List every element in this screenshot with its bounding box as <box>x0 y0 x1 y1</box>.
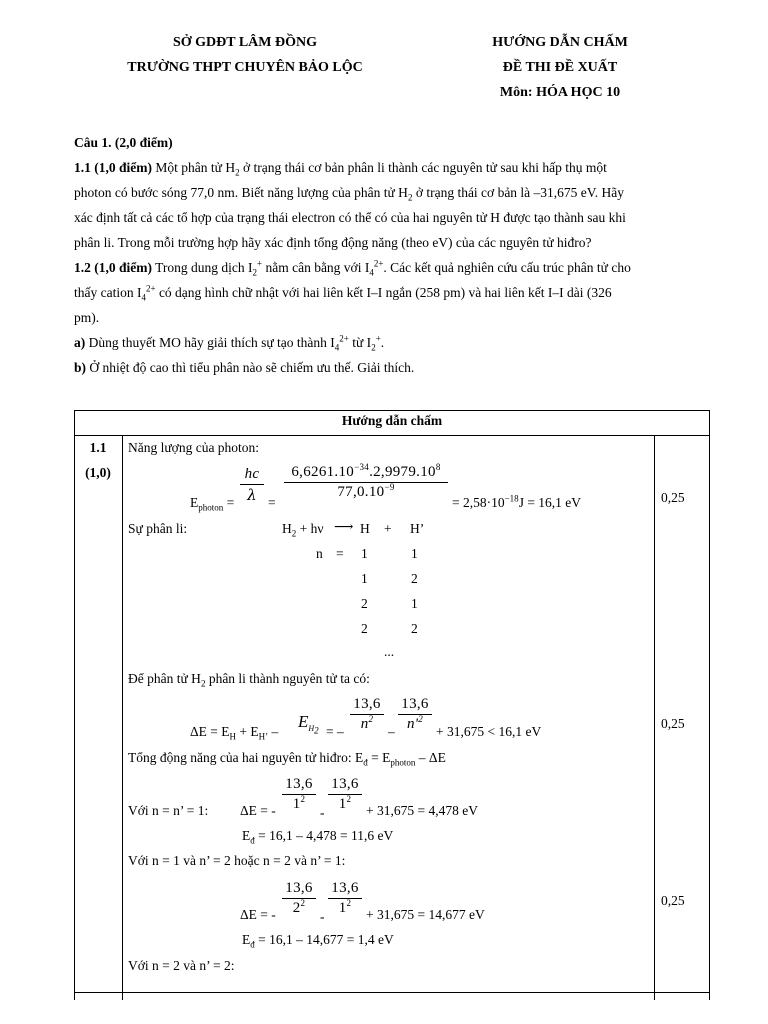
photon-title: Năng lượng của photon: <box>128 440 260 455</box>
qa-text: Dùng thuyết MO hãy giải thích sự tạo thành I <box>85 335 335 350</box>
equals: = <box>268 495 276 510</box>
row-label: 1.1 <box>89 440 107 455</box>
kinetic-line: Tổng động năng của hai nguyên tử hiđro: $E_đ = E_{photon} - \Delta E$ <box>128 750 446 768</box>
delta-e-expr: $\Delta E = E_H + E_{H’}$ – <box>190 724 279 742</box>
n-value: 1 <box>361 571 368 586</box>
minus-sign: – <box>388 724 395 739</box>
q12-label: 1.2 (1,0 điểm) <box>74 260 152 275</box>
case-3-label: Với n = 2 và n’ = 2: <box>128 958 235 973</box>
dissociation-label: Sự phân li: <box>128 521 188 536</box>
q12-text: thấy cation I <box>74 285 142 300</box>
equals-minus: = – <box>326 724 344 739</box>
case-1-frac-1: 13,6 $1^2$ <box>282 776 316 813</box>
photon-fraction: $6,6261.10^{-34}.2,9979.10^8$ $77,0.10^{-9}$ <box>284 464 448 501</box>
superscript: 2+ <box>145 283 156 294</box>
fraction-13-6-over-np2: 13,6 $n'^2$ <box>398 696 432 733</box>
dash: - <box>320 909 325 924</box>
case-1-label: Với n = n’ = 1: <box>128 803 209 818</box>
row-points: (1,0) <box>85 465 111 480</box>
score-3: 0,25 <box>661 893 685 908</box>
q11-label: 1.1 (1,0 điểm) <box>74 160 152 175</box>
q12-text: nằm cân bằng với I <box>262 260 370 275</box>
qa-text: từ I <box>348 335 372 350</box>
case-2-frac-2: 13,6 $1^2$ <box>328 880 362 917</box>
e-h2-symbol: $E_{H_2}$ <box>298 712 319 736</box>
q11-text: ở trạng thái cơ bản phân li thành các nguyên tử sau khi hấp thụ một <box>239 160 607 175</box>
table-heading: Hướng dẫn chấm <box>341 413 443 428</box>
exam-type: ĐỀ THI ĐỀ XUẤT <box>502 60 618 75</box>
case-2-kinetic: $E_đ = 16,1 - 14,677 = 1,4$ eV <box>242 932 394 950</box>
product-plus: + <box>384 521 392 536</box>
n-prime-value: 1 <box>411 596 418 611</box>
n-label: n <box>316 546 323 561</box>
qb-text: Ở nhiệt độ cao thì tiểu phân nào sẽ chiếm ưu thế. Giải thích. <box>86 360 415 375</box>
dissociation-reactant: $H_2 + h\nu$ <box>282 521 324 539</box>
score-2: 0,25 <box>661 716 685 731</box>
case-2-label: Với n = 1 và n’ = 2 hoặc n = 2 và n’ = 1: <box>128 853 346 868</box>
case-2-frac-1: 13,6 $2^2$ <box>282 880 316 917</box>
q11-text: phân li. Trong mỗi trường hợp hãy xác định tổng động năng (theo eV) của các nguyên tử hiđro? <box>74 235 592 250</box>
qa-label: a) <box>74 335 86 350</box>
e-photon-label: $E_{photon}$ = <box>190 495 235 513</box>
ellipsis: ... <box>384 644 395 659</box>
q11-text: Một phân tử H <box>152 160 236 175</box>
subscript: 2 <box>252 267 258 278</box>
fraction-13-6-over-n2: 13,6 $n^2$ <box>350 696 384 733</box>
subscript: 4 <box>141 292 146 303</box>
superscript: + <box>257 258 263 269</box>
subscript: 4 <box>369 267 374 278</box>
case-2-delta: ΔE = - <box>240 907 276 922</box>
q12-text: . Các kết quả nghiên cứu cấu trúc phân tử cho <box>383 260 631 275</box>
school-name: TRƯỜNG THPT CHUYÊN BẢO LỘC <box>127 60 363 75</box>
n-value: 2 <box>361 596 368 611</box>
subscript: 4 <box>334 342 340 353</box>
dept-name: SỞ GDĐT LÂM ĐỒNG <box>172 35 318 50</box>
condition-tail: + 31,675 < 16,1 eV <box>436 724 542 739</box>
q12-text: pm). <box>74 310 100 325</box>
dash: - <box>320 805 325 820</box>
photon-result: = $2,58\cdot 10^{-18}J = 16,1$ eV <box>452 493 582 510</box>
doc-type: HƯỚNG DẪN CHẤM <box>492 35 628 50</box>
superscript: 2+ <box>373 258 384 269</box>
product-h: H <box>360 521 370 536</box>
case-1-kinetic: $E_đ = 16,1 - 4,478 = 11,6$ eV <box>242 828 394 846</box>
q12-text: Trong dung dịch I <box>152 260 253 275</box>
n-prime-value: 2 <box>411 571 418 586</box>
superscript: + <box>375 333 381 344</box>
subscript: 2 <box>235 167 240 178</box>
question-1-1: 1.1 (1,0 điểm) Một phân tử $H_2$ ở trạng thái cơ bản phân li thành các nguyên tử sau khi hấp thụ một photon có bước sóng 77,0 nm. Biết năng lượng của phân tử $H_2$ ở trạng thái cơ bản là –31,675 eV. Hãy xác định tất cả các tổ hợp của trạng thái electron có thể có của hai nguyên tử H được tạo thành sau khi phân li. Trong mỗi trường hợp hãy xác định tổng động năng (theo eV) của các nguyên tử hiđro? 1.2 (1,0 điểm) Trong dung dịch $I_2^+$ nằm cân bằng với $I_4^{2+}$. Các kết quả nghiên cứu cấu trúc phân tử cho thấy cation $I_4^{2+}$ có dạng hình chữ nhật với hai liên kết I–I ngắn (258 pm) và hai liên kết I–I dài (326 pm). a) Dùng thuyết MO hãy giải thích sự tạo thành $I_4^{2+}$ từ $I_2^+$. b) Ở nhiệt độ cao thì tiểu phân nào sẽ chiếm ưu thế. Giải thích. <box>74 155 710 380</box>
q11-text: xác định tất cả các tổ hợp của trạng thái electron có thể có của hai nguyên tử H được tạo thành sau khi <box>74 210 626 225</box>
score-1: 0,25 <box>661 490 685 505</box>
subscript: 2 <box>407 192 413 203</box>
case-1-delta: ΔE = - <box>240 803 276 818</box>
q11-text: ở trạng thái cơ bản là –31,675 eV. Hãy <box>412 185 625 200</box>
qb-label: b) <box>74 360 87 375</box>
case-1-result: + 31,675 = 4,478 eV <box>366 803 478 818</box>
n-value: 1 <box>361 546 368 561</box>
question-title: Câu 1. (2,0 điểm) <box>74 135 173 150</box>
case-2-result: + 31,675 = 14,677 eV <box>366 907 485 922</box>
hc-over-lambda: hc λ <box>240 466 264 504</box>
n-prime-value: 1 <box>411 546 418 561</box>
superscript: 2+ <box>339 333 349 344</box>
n-equals: = <box>336 546 344 561</box>
product-h-prime: H’ <box>410 521 425 536</box>
reaction-arrow: ⟶ <box>334 519 354 535</box>
condition-title: Để phân tử $H_2$ phân li thành nguyên tử ta có: <box>128 671 370 689</box>
n-value: 2 <box>361 621 368 636</box>
subscript: 2 <box>371 342 376 353</box>
n-prime-value: 2 <box>411 621 418 636</box>
q12-text: có dạng hình chữ nhật với hai liên kết I–I ngắn (258 pm) và hai liên kết I–I dài (326 <box>155 285 612 300</box>
subject: Môn: HÓA HỌC 10 <box>499 85 621 100</box>
q11-text: photon có bước sóng 77,0 nm. Biết năng lượng của phân tử H <box>74 185 408 200</box>
case-1-frac-2: 13,6 $1^2$ <box>328 776 362 813</box>
